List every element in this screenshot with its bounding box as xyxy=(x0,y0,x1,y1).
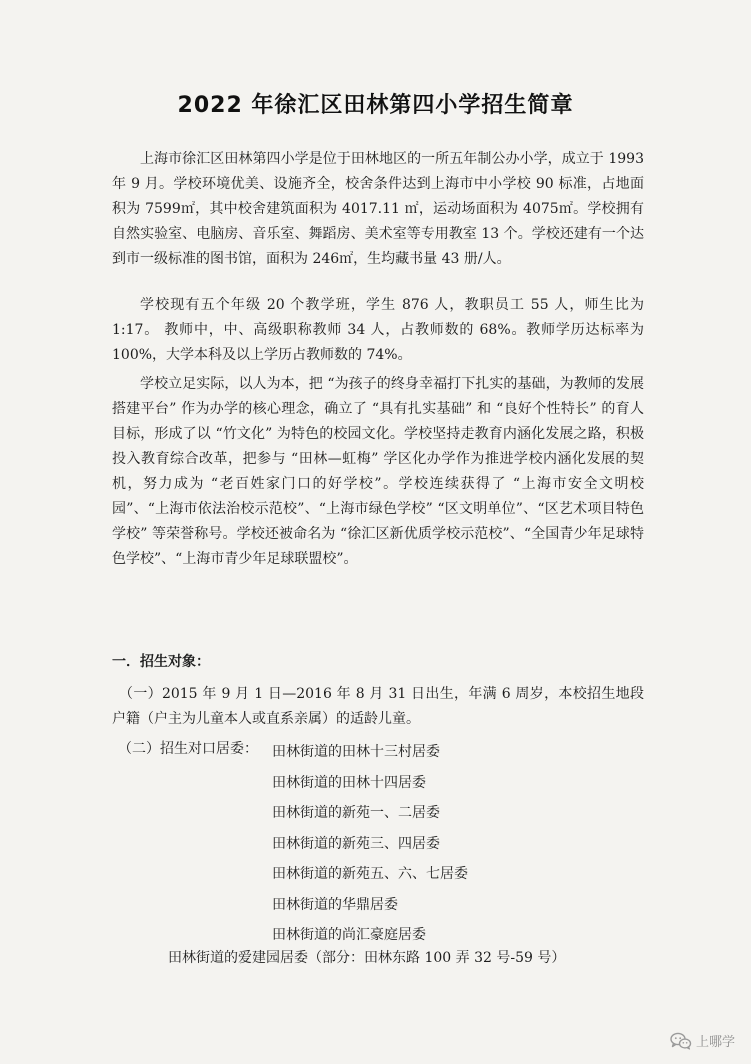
enrollment-item-committees-label: （二）招生对口居委： xyxy=(118,741,258,757)
list-item: 田林街道的田林十三村居委 xyxy=(272,744,440,760)
enrollment-item-age: （一）2015 年 9 月 1 日—2016 年 8 月 31 日出生，年满 6 周岁，本校招生地段户籍（户主为儿童本人或直系亲属）的适龄儿童。 xyxy=(112,686,644,727)
list-item: 田林街道的田林十四居委 xyxy=(272,774,426,791)
list-item: 田林街道的新苑五、六、七居委 xyxy=(272,866,468,882)
staff-paragraph: 学校现有五个年级 20 个教学班，学生 876 人，教职员工 55 人，师生比为 1:17。 教师中，中、高级职称教师 34 人，占教师数的 68%。教师学历达标率为 100%，大学本科及以上学历占教师数的 74%。 xyxy=(112,297,644,363)
committee-partial-line: 田林街道的爱建园居委（部分：田林东路 100 弄 32 号-59 号） xyxy=(168,950,566,966)
document-title: 2022 年徐汇区田林第四小学招生简章 xyxy=(177,93,574,118)
watermark-text: 上哪学 xyxy=(695,1035,735,1050)
list-item: 田林街道的新苑一、二居委 xyxy=(272,805,440,821)
list-item: 田林街道的尚汇豪庭居委 xyxy=(272,927,426,943)
philosophy-paragraph: 学校立足实际，以人为本，把 “为孩子的终身幸福打下扎实的基础，为教师的发展搭建平台” 作为办学的核心理念，确立了 “具有扎实基础” 和 “良好个性特长” 的育人目标，形成了以 “竹文化” 为特色的校园文化。学校坚持走教育内涵化发展之路，积极投入教育综合改革，把参与 “田林—虹梅” 学区化办学作为推进学校内涵化发展的契机，努力成为 “老百姓家门口的好学校”。学校连续获得了 “上海市安全文明校园”、“上海市依法治校示范校”、“上海市绿色学校” “区文明单位”、“区艺术项目特色学校” 等荣誉称号。学校还被命名为 “徐汇区新优质学校示范校”、“全国青少年足球特色学校”、“上海市青少年足球联盟校”。 xyxy=(112,376,644,567)
section-heading-enrollment-target: 一．招生对象： xyxy=(112,654,210,670)
watermark xyxy=(670,1031,735,1050)
list-item: 田林街道的新苑三、四居委 xyxy=(272,835,440,852)
wechat-icon xyxy=(670,1032,692,1050)
intro-paragraph: 上海市徐汇区田林第四小学是位于田林地区的一所五年制公办小学，成立于 1993 年 9 月。学校环境优美、设施齐全，校舍条件达到上海市中小学校 90 标准，占地面积为 7599㎡，其中校舍建筑面积为 4017.11 ㎡，运动场面积为 4075㎡。学校拥有自然实验室、电脑房、音乐室、舞蹈房、美术室等专用教室 13 个。学校还建有一个达到市一级标准的图书馆，面积为 246㎡，生均藏书量 43 册/人。 xyxy=(112,151,644,267)
committee-list xyxy=(272,737,468,951)
list-item: 田林街道的华鼎居委 xyxy=(272,896,398,913)
